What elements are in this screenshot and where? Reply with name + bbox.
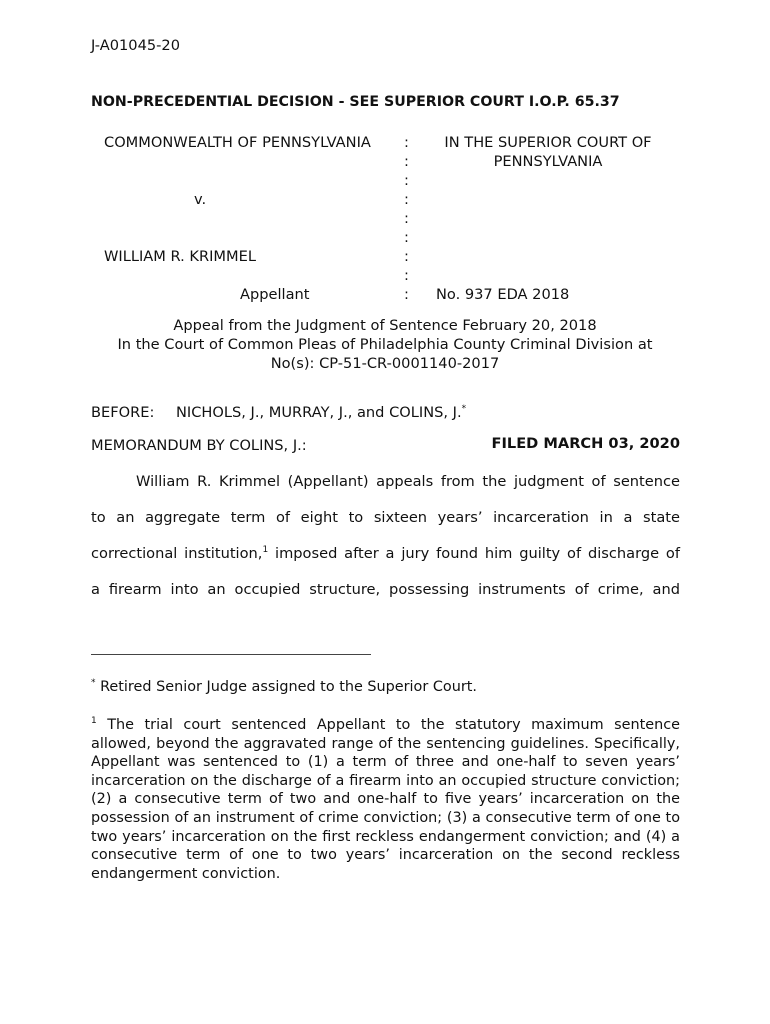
caption-colon-column: : : : : : : : : : [404, 134, 409, 303]
judges-list: NICHOLS, J., MURRAY, J., and COLINS, J. [176, 404, 462, 421]
appeal-line: In the Court of Common Pleas of Philadelphia County Criminal Division at [117, 336, 653, 353]
caption-plaintiff: COMMONWEALTH OF PENNSYLVANIA [104, 134, 371, 151]
before-judges [176, 403, 466, 422]
footnote-one [91, 716, 680, 883]
footnote-star-mark: * [91, 678, 96, 688]
appeal-line: No(s): CP-51-CR-0001140-2017 [270, 355, 500, 372]
before-label: BEFORE: [91, 404, 155, 421]
footnote-mark-star: * [461, 404, 467, 414]
docket-number: No. 937 EDA 2018 [436, 286, 570, 303]
body-line: to an aggregate term of eight to sixteen years’ incarceration in a state [91, 509, 680, 526]
caption-defendant: WILLIAM R. KRIMMEL [104, 248, 256, 265]
footnote-mark-one: 1 [262, 545, 269, 555]
body-text-span: correctional institution, [91, 545, 263, 562]
body-text-span: imposed after a jury found him guilty of discharge of [268, 545, 680, 562]
body-line: a firearm into an occupied structure, possessing instruments of crime, and [91, 581, 680, 598]
appeal-line: Appeal from the Judgment of Sentence February 20, 2018 [173, 317, 597, 334]
document-id: J-A01045-20 [91, 37, 180, 54]
footnote-star-text: Retired Senior Judge assigned to the Superior Court. [95, 679, 477, 695]
footnote-one-text: The trial court sentenced Appellant to the statutory maximum sentence allowed, beyond the aggravated range of the sentencing guidelines. Specifically, Appellant was sentenced to (1) a term of three and one-half to seven years’ incarceration on the discharge of a firearm into an occupied structure conviction; (2) a consecutive term of two and one-half to five years’ incarceration on the possession of an instrument of crime conviction; (3) a consecutive term of one to two years’ incarceration on the first reckless endangerment conviction; and (4) a consecutive term of one to two years’ incarceration on the second reckless endangerment conviction. [91, 717, 680, 882]
footnote-divider [91, 654, 371, 655]
footnote-star [91, 678, 680, 697]
court-name: IN THE SUPERIOR COURT OF PENNSYLVANIA [444, 134, 652, 170]
filed-date: FILED MARCH 03, 2020 [491, 435, 680, 452]
caption-versus: v. [194, 191, 207, 208]
decision-heading: NON-PRECEDENTIAL DECISION - SEE SUPERIOR COURT I.O.P. 65.37 [91, 94, 620, 110]
memorandum-author: MEMORANDUM BY COLINS, J.: [91, 437, 307, 454]
appeal-statement [80, 316, 690, 373]
footnote-one-mark: 1 [91, 716, 97, 726]
caption-role: Appellant [240, 286, 310, 303]
body-line: William R. Krimmel (Appellant) appeals from the judgment of sentence [136, 473, 680, 490]
body-line [91, 544, 680, 563]
